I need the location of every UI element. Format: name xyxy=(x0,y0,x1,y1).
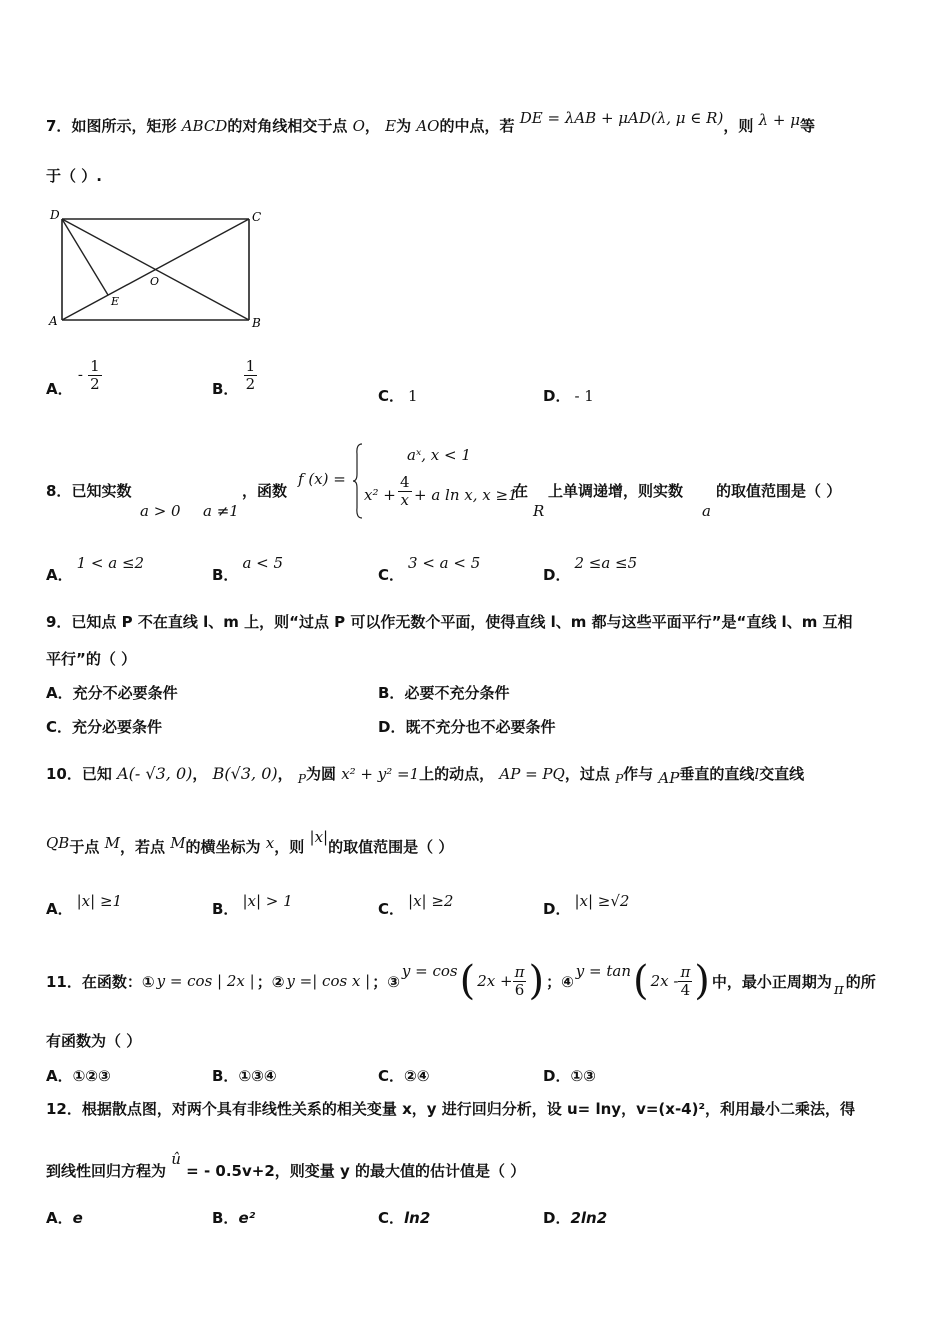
rectangle-diagram xyxy=(46,205,276,335)
option-value: |x| ≥1 xyxy=(76,892,123,910)
q9-option-a[interactable] xyxy=(46,682,178,703)
q8-case2-fraction xyxy=(398,474,412,508)
q11-func-3-fraction xyxy=(513,964,527,998)
denominator: 6 xyxy=(514,980,525,999)
q8-cond-a-not-one: a ≠1 xyxy=(203,502,239,520)
q10-abs-x: |x| xyxy=(309,828,329,846)
numerator: 1 xyxy=(245,357,256,375)
q11-func-4: y = tan xyxy=(575,962,631,980)
q11-func-3-arg: 2x + xyxy=(477,972,513,990)
q12-option-d[interactable] xyxy=(543,1207,607,1228)
option-value: - 1 xyxy=(574,387,594,405)
option-value: |x| ≥2 xyxy=(408,892,454,910)
q10-line2 xyxy=(46,828,454,857)
q7-number: 7． xyxy=(46,117,72,135)
q7-text: 等 xyxy=(799,117,815,135)
q8-function-name: f (x) = xyxy=(298,470,346,488)
q8-text: 的取值范围是（ ） xyxy=(716,482,842,500)
q7-text: ， xyxy=(364,117,380,135)
q8-text: ，函数 xyxy=(242,482,288,500)
option-value: e xyxy=(72,1209,83,1227)
q10-text: 已知 xyxy=(81,765,112,783)
q10-var-x: x xyxy=(265,834,275,852)
option-label: C． xyxy=(378,1067,405,1085)
option-value: 充分不必要条件 xyxy=(72,684,178,702)
q11-text: 中，最小正周期为 xyxy=(711,972,832,991)
q10-text: 为圆 xyxy=(305,765,336,783)
q12-equation: = - 0.5v+2 xyxy=(186,1162,275,1180)
q8-text: 已知实数 xyxy=(71,482,132,500)
q10-line-l: l xyxy=(754,765,760,783)
fraction xyxy=(88,358,102,392)
option-value: ②④ xyxy=(404,1067,430,1085)
q7-text: 的中点，若 xyxy=(439,117,515,135)
option-label: B． xyxy=(212,566,239,584)
q11-func-4-arg: 2x - xyxy=(650,972,679,990)
option-value: |x| > 1 xyxy=(242,892,293,910)
denominator: 2 xyxy=(245,374,256,393)
q11-text: ；② xyxy=(256,972,285,991)
option-value: 既不充分也不必要条件 xyxy=(405,718,556,736)
option-label: D． xyxy=(378,718,406,736)
q12-text: ，则变量 y 的最大值的估计值是（ ） xyxy=(274,1162,526,1180)
paren-open-icon: ( xyxy=(632,958,649,1004)
q11-option-d[interactable] xyxy=(543,1065,596,1086)
q9-option-b[interactable] xyxy=(378,682,509,703)
option-label: C． xyxy=(378,1209,405,1227)
q8-line1 xyxy=(46,480,131,501)
q7-text: ，则 xyxy=(723,117,754,135)
q7-option-b[interactable] xyxy=(212,357,257,398)
q7-point-o: O xyxy=(352,117,365,135)
option-label: D． xyxy=(543,566,571,584)
paren-close-icon: ) xyxy=(694,958,710,1004)
q12-option-c[interactable] xyxy=(378,1207,430,1228)
q8-domain-r: R xyxy=(533,502,545,520)
option-label: D． xyxy=(543,1209,571,1227)
q8-option-d[interactable] xyxy=(543,552,638,584)
q11-line1 xyxy=(46,958,876,1004)
q10-text: 的取值范围是（ ） xyxy=(328,838,454,856)
paren-open-icon: ( xyxy=(459,958,476,1004)
option-label: D． xyxy=(543,387,571,405)
option-value: 1 xyxy=(408,387,418,405)
q10-point-m: M xyxy=(104,834,120,852)
option-label: B． xyxy=(378,684,405,702)
segment-de xyxy=(62,219,108,295)
option-label: A． xyxy=(46,566,73,584)
q11-number: 11． xyxy=(46,972,82,991)
option-value: 3 < a < 5 xyxy=(408,554,481,572)
q10-text: ，则 xyxy=(274,838,305,856)
q11-option-c[interactable] xyxy=(378,1065,429,1086)
q10-point-p: P xyxy=(297,772,306,786)
q12-text: 到线性回归方程为 xyxy=(46,1162,167,1180)
q11-pi: π xyxy=(833,980,844,998)
option-label: A． xyxy=(46,379,73,398)
q8-var-a: a xyxy=(702,502,711,520)
q9-option-d[interactable] xyxy=(378,716,555,737)
q11-line2: 有函数为（ ） xyxy=(46,1032,142,1050)
q10-text: 的横坐标为 xyxy=(185,838,261,856)
q12-line1: 12．根据散点图，对两个具有非线性关系的相关变量 x，y 进行回归分析，设 u= lny，v=(x-4)²，利用最小二乘法，得 xyxy=(46,1100,856,1118)
q8-cond-a-positive: a > 0 xyxy=(140,502,181,520)
option-value: ①③④ xyxy=(238,1067,277,1085)
q7-text: 为 xyxy=(396,117,412,135)
q12-option-a[interactable] xyxy=(46,1207,83,1228)
q10-text: 垂直的直线 xyxy=(679,765,755,783)
option-label: B． xyxy=(212,379,239,398)
q10-line-qb: QB xyxy=(46,834,70,852)
option-label: A． xyxy=(46,1209,73,1227)
q8-case1: aˣ, x < 1 xyxy=(407,446,471,464)
q11-option-a[interactable] xyxy=(46,1065,111,1086)
option-label: D． xyxy=(543,900,571,918)
q10-segment-ap: AP xyxy=(658,769,680,787)
q12-u-hat: û xyxy=(171,1150,181,1168)
q10-text: ， xyxy=(192,765,208,783)
q7-point-e: E xyxy=(385,117,397,135)
q8-option-c[interactable] xyxy=(378,552,481,584)
q10-ap-pq: AP = PQ xyxy=(499,765,565,783)
q10-option-b[interactable] xyxy=(212,890,293,918)
option-label: B． xyxy=(212,1209,239,1227)
q7-line1 xyxy=(46,109,815,136)
q10-point-m: M xyxy=(170,834,186,852)
q8-option-b[interactable] xyxy=(212,552,284,584)
option-value: a < 5 xyxy=(242,554,284,572)
q8-case2-a: x² + xyxy=(364,486,396,504)
option-value: 2 ≤a ≤5 xyxy=(574,554,638,572)
q10-text: 于点 xyxy=(69,838,100,856)
option-value: 1 < a ≤2 xyxy=(76,554,145,572)
numerator: 4 xyxy=(400,473,410,491)
label-d: D xyxy=(50,208,60,222)
label-a: A xyxy=(49,314,58,328)
q10-text: 交直线 xyxy=(759,765,805,783)
q11-option-b[interactable] xyxy=(212,1065,277,1086)
q10-text: ，过点 xyxy=(564,765,610,783)
option-value: 充分必要条件 xyxy=(72,718,163,736)
label-c: C xyxy=(252,210,262,224)
q7-option-d[interactable] xyxy=(543,385,594,406)
option-label: C． xyxy=(46,718,73,736)
option-value: ln2 xyxy=(404,1209,431,1227)
label-o: O xyxy=(150,275,160,288)
label-e: E xyxy=(111,295,120,308)
q11-func-4-fraction xyxy=(678,964,692,998)
q9-line2: 平行”的（ ） xyxy=(46,650,137,668)
option-value: ①③ xyxy=(570,1067,596,1085)
q7-rect: ABCD xyxy=(181,117,228,135)
option-value: |x| ≥√2 xyxy=(574,892,630,910)
q11-text: 在函数：① xyxy=(81,972,155,991)
q10-text: 上的动点， xyxy=(419,765,495,783)
q10-option-d[interactable] xyxy=(543,890,630,918)
q8-text: 上单调递增，则实数 xyxy=(548,482,684,500)
q7-text: 如图所示，矩形 xyxy=(71,117,177,135)
q7-text: 的对角线相交于点 xyxy=(227,117,348,135)
brace-icon xyxy=(352,442,364,520)
q9-line1: 9．已知点 P 不在直线 l、m 上，则“过点 P 可以作无数个平面，使得直线 l、m 都与这些平面平行”是“直线 l、m 互相 xyxy=(46,613,853,631)
option-value: ①②③ xyxy=(72,1067,111,1085)
option-label: A． xyxy=(46,900,73,918)
q7-sum: λ + μ xyxy=(758,111,800,129)
option-value: 必要不充分条件 xyxy=(404,684,510,702)
q9-option-c[interactable] xyxy=(46,716,162,737)
q11-func-2: y =| cos x | xyxy=(286,972,371,990)
option-label: C． xyxy=(378,566,405,584)
denominator: x xyxy=(400,490,409,509)
option-label: A． xyxy=(46,1067,73,1085)
q10-text: ， xyxy=(277,765,293,783)
q10-text: ，若点 xyxy=(119,838,165,856)
option-label: D． xyxy=(543,1067,571,1085)
denominator: 4 xyxy=(680,980,691,999)
q10-point-b: B(√3, 0) xyxy=(212,764,278,783)
option-label: B． xyxy=(212,900,239,918)
q10-text: 作与 xyxy=(623,765,654,783)
q11-text: ；③ xyxy=(372,972,400,991)
q8-text: 在 xyxy=(513,482,529,500)
q8-case2-b: + a ln x, x ≥1 xyxy=(414,486,518,504)
paren-close-icon: ) xyxy=(528,958,545,1004)
option-label: B． xyxy=(212,1067,239,1085)
q10-point-p: P xyxy=(615,772,624,786)
q11-text: 的所 xyxy=(845,972,876,991)
numerator: π xyxy=(680,963,691,981)
q8-number: 8． xyxy=(46,482,72,500)
label-b: B xyxy=(252,316,261,330)
q10-point-a: A(- √3, 0) xyxy=(117,764,193,783)
q11-func-1: y = cos | 2x | xyxy=(156,972,255,990)
option-value: 2ln2 xyxy=(570,1209,608,1227)
q8-option-a[interactable] xyxy=(46,552,145,584)
q12-option-b[interactable] xyxy=(212,1207,255,1228)
q11-text: ；④ xyxy=(546,972,574,991)
option-value: e² xyxy=(238,1209,256,1227)
denominator: 2 xyxy=(90,374,100,393)
option-sign: - xyxy=(77,365,83,384)
q10-line1 xyxy=(46,763,805,787)
numerator: π xyxy=(514,963,525,981)
option-label: A． xyxy=(46,684,73,702)
q7-option-a[interactable] xyxy=(46,357,102,398)
q10-number: 10． xyxy=(46,765,82,783)
fraction xyxy=(244,358,258,392)
option-label: C． xyxy=(378,900,405,918)
q7-line2: 于（ ）. xyxy=(46,167,102,185)
q12-line2 xyxy=(46,1150,526,1181)
q10-option-a[interactable] xyxy=(46,890,123,918)
option-label: C． xyxy=(378,387,405,405)
q7-segment-ao: AO xyxy=(416,117,440,135)
q7-formula: DE = λAB + μAD(λ, μ ∈ R) xyxy=(519,109,724,127)
numerator: 1 xyxy=(90,357,100,375)
q10-option-c[interactable] xyxy=(378,890,454,918)
q10-circle: x² + y² =1 xyxy=(341,765,420,783)
q7-option-c[interactable] xyxy=(378,385,418,406)
q11-func-3: y = cos xyxy=(401,962,458,980)
